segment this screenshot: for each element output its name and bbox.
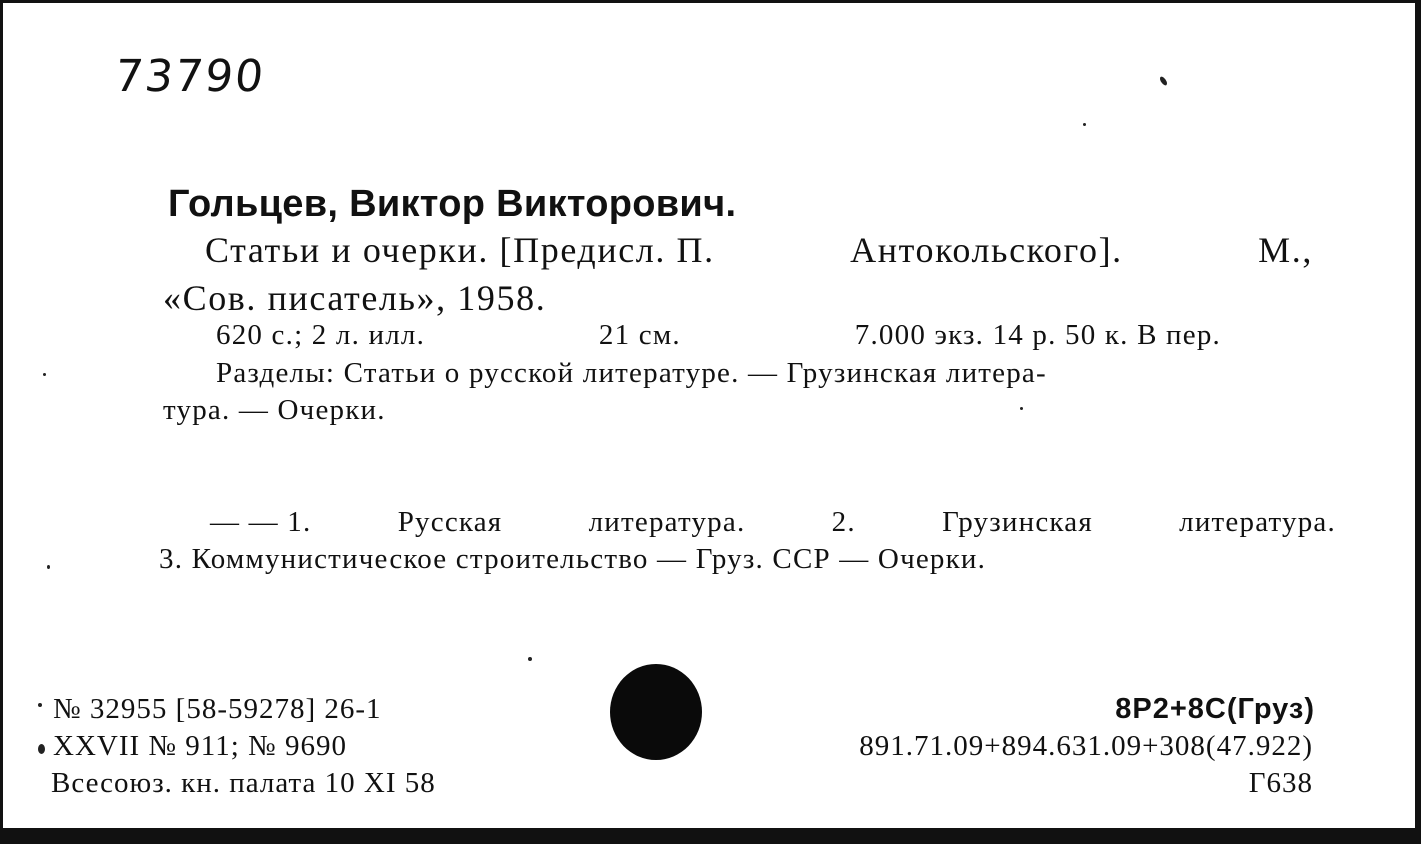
scan-speck (1020, 407, 1023, 410)
card-bottom-edge (3, 828, 1415, 844)
contents-line-1: Разделы: Статьи о русской литературе. — Грузинская литера- (216, 357, 1047, 389)
subject-word: литература. (1179, 506, 1336, 538)
handwritten-accession-number: 73790 (112, 51, 268, 102)
subject-word: Грузинская (942, 506, 1093, 538)
registry-line-1: № 32955 [58-59278] 26-1 (53, 693, 382, 725)
publication-place: М., (1258, 230, 1313, 270)
subject-headings-line-2: 3. Коммунистическое строительство — Груз. ССР — Очерки. (159, 543, 987, 575)
scan-speck (38, 744, 45, 754)
scan-speck (38, 703, 42, 707)
scan-speck (1159, 75, 1169, 86)
classification-line-3: Г638 (1248, 767, 1313, 799)
title-text: Статьи и очерки. [Предисл. П. (205, 230, 715, 270)
subject-word: литература. (588, 506, 746, 538)
size-info: 21 см. (598, 319, 681, 351)
edition-info: 7.000 экз. 14 р. 50 к. В пер. (854, 319, 1221, 351)
publisher-line: «Сов. писатель», 1958. (163, 278, 547, 318)
scan-speck (1083, 123, 1086, 126)
title-line-1 (205, 229, 1313, 271)
subject-dash-1: — — 1. (210, 506, 312, 538)
subject-word: Русская (397, 506, 503, 538)
registry-line-3: Всесоюз. кн. палата 10 XI 58 (51, 767, 436, 799)
scan-speck (47, 565, 50, 569)
physical-description (216, 319, 1221, 352)
registry-line-2: XXVII № 911; № 9690 (53, 730, 347, 762)
scan-speck (43, 373, 46, 376)
author-heading: Гольцев, Виктор Викторович. (168, 183, 737, 225)
classification-line-2: 891.71.09+894.631.09+308(47.922) (859, 730, 1313, 762)
classification-line-1: 8Р2+8С(Груз) (1115, 693, 1315, 725)
preface-author: Антокольского]. (850, 230, 1123, 270)
subject-headings-line-1 (210, 506, 1336, 539)
contents-line-2: тура. — Очерки. (163, 394, 386, 426)
pages-info: 620 с.; 2 л. илл. (216, 319, 426, 351)
scan-speck (528, 657, 532, 661)
punch-hole (610, 664, 702, 760)
subject-number: 2. (831, 506, 856, 538)
